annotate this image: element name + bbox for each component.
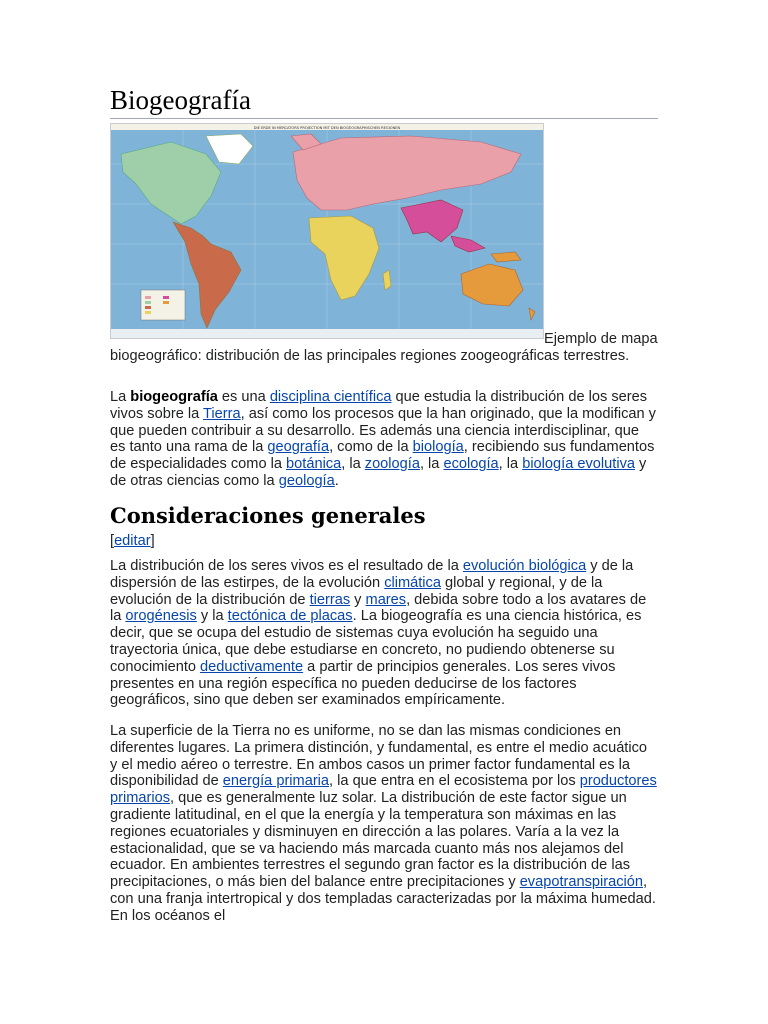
link-productores-primarios[interactable]: productores primarios [110,773,657,807]
link-biologia-evolutiva[interactable]: biología evolutiva [522,456,635,473]
text: y de otras ciencias como la [110,456,647,489]
link-tierras[interactable]: tierras [309,591,351,608]
link-energia-primaria[interactable]: energía primaria [222,773,330,790]
text: , con una franja intertropical y dos templadas caracterizadas por la máxima humedad. En los océanos el [110,874,656,924]
text: La distribución de los seres vivos es el resultado de la [110,558,463,574]
link-evapotranspiracion[interactable]: evapotranspiración [519,874,644,891]
link-biologia[interactable]: biología [412,439,464,456]
link-tierra[interactable]: Tierra [203,405,241,422]
map-figure [110,123,544,339]
link-disciplina-cientifica[interactable]: disciplina científica [269,389,392,405]
page-title: Biogeografía [110,84,658,119]
intro-paragraph [110,389,658,490]
biogeographic-map[interactable] [110,123,544,339]
edit-section [110,533,155,550]
map-header: DIE ERDE IN MERCATORS PROJECTION MIT DEN BIOGEOGRAPHISCHEN REGIONEN [253,126,401,130]
link-botanica[interactable]: botánica [286,456,342,473]
text: , que es generalmente luz solar. La distribución de este factor sigue un gradiente latitudinal, en el que la energía y la temperatura son máximas en las regiones ecuatoriales y disminuyen en dirección a las polares. Varía a la vez la estacionalidad, que se va haciendo más marcada cuanto más nos alejamos del ecuador. En ambientes terrestres el segundo gran factor es la distribución de las precipitaciones, o más bien del balance entre precipitaciones y [110,790,630,891]
text: , así como los procesos que la han originado, que la modifican y que pueden contribuir a su desarrollo. Es además una ciencia interdisciplinar, que es tanto una rama de la [110,405,656,456]
link-geografia[interactable]: geografía [267,439,330,456]
link-deductivamente[interactable]: deductivamente [200,658,304,675]
text: es una [217,389,270,405]
text: , debida sobre todo a los avatares de la [110,591,647,625]
text: , la [419,456,444,473]
text: global y regional, y de la evolución de la distribución de [110,574,603,608]
bold-term: biogeografía [130,389,218,405]
text: y de la dispersión de las estirpes, de la evolución [110,558,634,591]
paragraph-2 [110,723,658,925]
text: , recibiendo sus fundamentos de especialidades como la [110,439,655,473]
text: , la [341,456,365,473]
figure-caption [110,331,658,365]
link-tectonica-de-placas[interactable]: tectónica de placas [227,608,353,625]
text: , la [498,456,523,473]
caption-rest: mapa biogeográfico: distribución de las principales regiones zoogeográficas terrestres. [110,331,658,364]
text: , la que entra en el ecosistema por los [329,773,580,790]
text: y la [196,608,228,625]
paragraph-1 [110,558,658,709]
text: . [334,472,339,489]
text: , como de la [329,439,413,456]
text: a partir de principios generales. Los seres vivos presentes en una región específica no pueden deducirse de los factores geográficos, sino que deben ser examinados empíricamente. [110,658,616,709]
link-evolucion-biologica[interactable]: evolución biológica [462,558,587,574]
text: La superficie de la Tierra no es uniforme, no se dan las mismas condiciones en diferentes lugares. La primera distinción, y fundamental, es entre el medio acuático y el medio aéreo o terrestre. En ambos casos un primer factor fundamental es la disponibilidad de [110,723,648,790]
bracket-open: [ [110,533,115,549]
link-ecologia[interactable]: ecología [443,456,499,473]
link-geologia[interactable]: geología [278,472,335,489]
edit-link[interactable]: editar [114,533,151,549]
link-zoologia[interactable]: zoología [364,456,420,473]
caption-lead: Ejemplo de [544,331,618,347]
link-mares[interactable]: mares [365,591,407,608]
text: La [110,389,131,405]
text: y [350,591,366,608]
bracket-close: ] [150,533,155,549]
link-climatica[interactable]: climática [384,574,441,591]
link-orogenesis[interactable]: orogénesis [125,608,197,625]
section-heading: Consideraciones generales [110,503,426,528]
text: . La biogeografía es una ciencia histórica, es decir, que se ocupa del estudio de sistemas cuya evolución ha seguido una trayectoria única, que debe estudiarse en concreto, no pudiendo obtenerse su conocimiento [110,608,642,675]
text: que estudia la distribución de los seres vivos sobre la [110,389,648,422]
